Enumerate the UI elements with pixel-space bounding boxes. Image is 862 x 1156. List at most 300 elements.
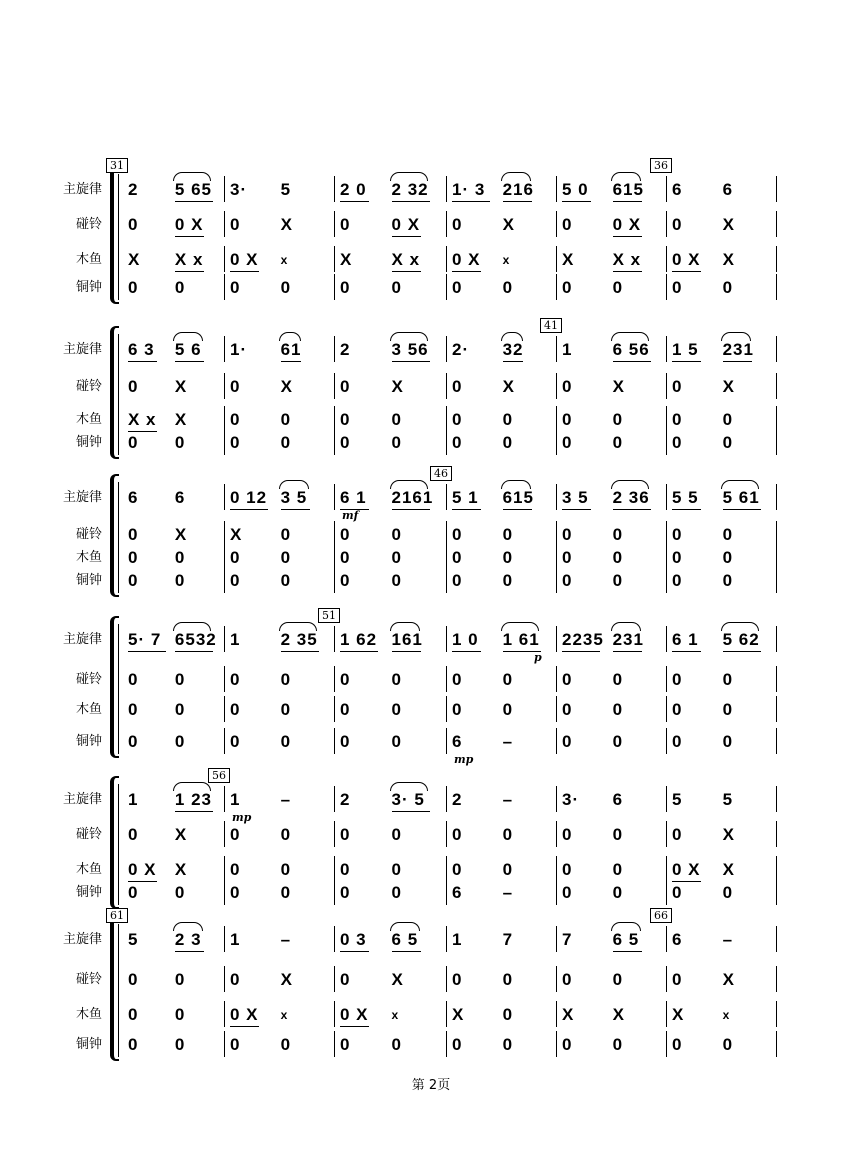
muyu-beat: X <box>672 1005 685 1024</box>
tongzhong-beat: 0 <box>391 1035 402 1054</box>
barline <box>224 821 225 847</box>
pengling-beat: 0 <box>672 970 683 989</box>
beam-line <box>340 951 369 952</box>
rehearsal-mark: 51 <box>318 608 340 623</box>
beam-line <box>128 361 157 362</box>
muyu-beat: X <box>722 860 735 879</box>
barline <box>776 728 777 754</box>
pengling-beat: 0 <box>562 377 573 396</box>
instrument-label-tongzhong: 铜钟 <box>75 1037 102 1052</box>
barline <box>556 336 557 362</box>
tongzhong-beat: 0 <box>174 433 186 452</box>
melody-beat: 6 <box>672 180 683 199</box>
instrument-label-tongzhong: 铜钟 <box>75 280 102 295</box>
melody-beat: 5 62 <box>722 630 760 649</box>
instrument-label-muyu: 木鱼 <box>75 702 102 717</box>
melody-beat: 5 0 <box>562 180 589 199</box>
melody-beat: 1· 3 <box>452 180 486 199</box>
pengling-beat: 0 <box>502 670 514 689</box>
pengling-beat: 0 <box>452 670 463 689</box>
barline <box>446 696 447 722</box>
pengling-beat: X <box>174 377 188 396</box>
tongzhong-beat: 0 <box>502 278 514 297</box>
instrument-label-muyu: 木鱼 <box>75 550 102 565</box>
barline <box>334 484 335 510</box>
melody-beat: – <box>280 930 292 949</box>
system-start-line <box>118 334 119 455</box>
barline <box>224 696 225 722</box>
barline <box>556 696 557 722</box>
melody-beat: 1 <box>230 790 241 809</box>
barline <box>556 484 557 510</box>
melody-beat: 216 <box>502 180 534 199</box>
melody-beat: 3· 5 <box>391 790 425 809</box>
tongzhong-beat: 0 <box>340 571 351 590</box>
beam-line <box>613 509 651 510</box>
slur <box>390 480 428 489</box>
pengling-beat: 0 <box>612 825 624 844</box>
melody-beat: 3 5 <box>280 488 308 507</box>
tongzhong-beat: 0 <box>612 883 624 902</box>
barline <box>334 626 335 652</box>
pengling-beat: 0 <box>562 215 573 234</box>
pengling-beat: X <box>391 970 404 989</box>
barline <box>224 429 225 455</box>
melody-beat: 2 35 <box>280 630 318 649</box>
tongzhong-beat: 0 <box>391 732 402 751</box>
pengling-beat: 0 X <box>612 215 642 234</box>
muyu-beat: 0 <box>391 700 402 719</box>
melody-beat: 1 <box>452 930 463 949</box>
tongzhong-beat: 0 <box>672 571 683 590</box>
barline <box>334 786 335 812</box>
barline <box>334 696 335 722</box>
instrument-label-tongzhong: 铜钟 <box>75 435 102 450</box>
slur <box>721 622 759 631</box>
melody-beat: 2 <box>128 180 139 199</box>
muyu-beat: 0 <box>174 548 186 567</box>
barline <box>666 211 667 237</box>
barline <box>666 176 667 202</box>
instrument-label-pengling: 碰铃 <box>75 972 102 987</box>
slur <box>390 332 428 341</box>
muyu-beat: X x <box>391 250 421 269</box>
melody-beat: 6 <box>672 930 683 949</box>
slur <box>501 332 523 341</box>
barline <box>224 373 225 399</box>
pengling-beat: 0 <box>340 215 351 234</box>
barline <box>334 821 335 847</box>
beam-line <box>392 201 430 202</box>
instrument-label-pengling: 碰铃 <box>75 217 102 232</box>
slur <box>173 922 203 931</box>
melody-beat: 1 <box>230 630 241 649</box>
barline <box>666 821 667 847</box>
muyu-beat: 0 <box>502 548 514 567</box>
beam-line <box>128 881 157 882</box>
pengling-beat: X <box>502 377 515 396</box>
muyu-beat: 0 X <box>340 1005 369 1024</box>
barline <box>776 429 777 455</box>
pengling-beat: 0 <box>502 525 514 544</box>
pengling-beat: 0 <box>562 525 573 544</box>
slur <box>611 332 649 341</box>
muyu-beat: 0 X <box>672 860 701 879</box>
tongzhong-beat: 0 <box>452 571 463 590</box>
muyu-beat: 0 X <box>230 250 259 269</box>
tongzhong-beat: 0 <box>722 433 734 452</box>
barline <box>556 567 557 593</box>
melody-beat: 6 5 <box>391 930 419 949</box>
barline <box>776 246 777 272</box>
melody-beat: 0 3 <box>340 930 367 949</box>
tongzhong-beat: 0 <box>391 571 402 590</box>
pengling-beat: 0 <box>612 670 624 689</box>
system-start-line <box>118 482 119 593</box>
melody-beat: 5 6 <box>174 340 202 359</box>
barline <box>776 879 777 905</box>
tongzhong-beat: 0 <box>672 1035 683 1054</box>
barline <box>666 728 667 754</box>
beam-line <box>562 201 591 202</box>
barline <box>776 484 777 510</box>
melody-beat: 1 62 <box>340 630 378 649</box>
tongzhong-beat: 0 <box>612 278 624 297</box>
muyu-beat: 0 <box>230 548 241 567</box>
barline <box>224 336 225 362</box>
muyu-beat: 0 <box>128 548 139 567</box>
barline <box>224 966 225 992</box>
melody-beat: 7 <box>502 930 514 949</box>
dynamic-marking: mp <box>454 753 474 766</box>
tongzhong-beat: 0 <box>502 1035 514 1054</box>
tongzhong-beat: 0 <box>174 571 186 590</box>
barline <box>666 666 667 692</box>
tongzhong-beat: 0 <box>562 883 573 902</box>
barline <box>666 274 667 300</box>
barline <box>446 176 447 202</box>
tongzhong-beat: 0 <box>230 278 241 297</box>
melody-beat: 161 <box>391 630 423 649</box>
barline <box>334 373 335 399</box>
barline <box>776 666 777 692</box>
instrument-label-melody: 主旋律 <box>62 182 102 197</box>
barline <box>556 1031 557 1057</box>
barline <box>224 1001 225 1027</box>
slur <box>611 480 649 489</box>
muyu-beat: 0 <box>128 700 139 719</box>
pengling-beat: 0 <box>128 970 139 989</box>
muyu-beat: 0 <box>502 410 514 429</box>
beam-line <box>392 509 430 510</box>
melody-beat: 1 <box>128 790 139 809</box>
barline <box>446 211 447 237</box>
pengling-beat: 0 <box>128 670 139 689</box>
tongzhong-beat: 6 <box>452 732 463 751</box>
tongzhong-beat: 0 <box>452 1035 463 1054</box>
pengling-beat: X <box>280 970 293 989</box>
instrument-label-melody: 主旋律 <box>62 490 102 505</box>
muyu-beat: 0 <box>502 860 514 879</box>
barline <box>666 786 667 812</box>
melody-beat: 3· <box>562 790 580 809</box>
tongzhong-beat: 0 <box>562 278 573 297</box>
tongzhong-beat: 6 <box>452 883 463 902</box>
tongzhong-beat: 0 <box>174 883 186 902</box>
barline <box>776 336 777 362</box>
melody-beat: 6532 <box>174 630 217 649</box>
melody-beat: 1· <box>230 340 248 359</box>
barline <box>776 176 777 202</box>
muyu-beat: X <box>340 250 353 269</box>
barline <box>334 429 335 455</box>
tongzhong-beat: – <box>502 883 514 902</box>
melody-beat: 6 1 <box>672 630 699 649</box>
instrument-label-tongzhong: 铜钟 <box>75 734 102 749</box>
muyu-beat: 0 <box>340 410 351 429</box>
beam-line <box>452 651 481 652</box>
muyu-beat: 0 <box>502 700 514 719</box>
beam-line <box>392 651 421 652</box>
barline <box>334 728 335 754</box>
muyu-beat: 0 <box>452 860 463 879</box>
instrument-label-melody: 主旋律 <box>62 342 102 357</box>
slur <box>501 480 531 489</box>
beam-line <box>281 361 301 362</box>
barline <box>776 626 777 652</box>
barline <box>776 567 777 593</box>
rehearsal-mark: 46 <box>430 466 452 481</box>
pengling-beat: 0 <box>452 215 463 234</box>
muyu-beat: X x <box>612 250 642 269</box>
pengling-beat: X <box>391 377 404 396</box>
tongzhong-beat: 0 <box>722 732 734 751</box>
beam-line <box>175 236 204 237</box>
tongzhong-beat: 0 <box>672 278 683 297</box>
beam-line <box>128 431 157 432</box>
melody-beat: 6 1 <box>340 488 367 507</box>
page-number: 第 2页 <box>411 1078 451 1093</box>
barline <box>334 879 335 905</box>
barline <box>334 176 335 202</box>
instrument-label-muyu: 木鱼 <box>75 1007 102 1022</box>
muyu-beat: 0 <box>280 410 292 429</box>
system-start-line <box>118 784 119 905</box>
tongzhong-beat: 0 <box>612 571 624 590</box>
tongzhong-beat: 0 <box>672 883 683 902</box>
slur <box>611 922 641 931</box>
barline <box>776 211 777 237</box>
pengling-beat: 0 <box>128 377 139 396</box>
dynamic-marking: mp <box>232 811 252 824</box>
barline <box>556 728 557 754</box>
slur <box>390 782 428 791</box>
muyu-beat: 0 <box>391 860 402 879</box>
muyu-beat: X x <box>128 410 157 429</box>
barline <box>446 728 447 754</box>
slur <box>279 332 301 341</box>
pengling-beat: 0 <box>391 670 402 689</box>
muyu-beat: 0 <box>562 700 573 719</box>
barline <box>224 274 225 300</box>
tongzhong-beat: 0 <box>452 433 463 452</box>
melody-beat: 6 <box>722 180 734 199</box>
system-start-line <box>118 624 119 754</box>
tongzhong-beat: 0 <box>280 433 292 452</box>
tongzhong-beat: 0 <box>672 732 683 751</box>
tongzhong-beat: 0 <box>391 278 402 297</box>
instrument-label-muyu: 木鱼 <box>75 862 102 877</box>
muyu-beat: 0 <box>672 410 683 429</box>
muyu-beat: 0 <box>612 548 624 567</box>
beam-line <box>503 509 532 510</box>
melody-beat: 231 <box>612 630 644 649</box>
slur <box>173 782 211 791</box>
melody-beat: 6 5 <box>612 930 640 949</box>
instrument-label-pengling: 碰铃 <box>75 527 102 542</box>
muyu-beat: 0 X <box>672 250 701 269</box>
pengling-beat: 0 <box>672 377 683 396</box>
melody-beat: – <box>722 930 734 949</box>
pengling-beat: 0 <box>452 525 463 544</box>
muyu-beat: 0 <box>722 410 734 429</box>
tongzhong-beat: 0 <box>612 1035 624 1054</box>
beam-line <box>723 651 761 652</box>
barline <box>556 176 557 202</box>
beam-line <box>613 271 642 272</box>
barline <box>446 1031 447 1057</box>
instrument-label-pengling: 碰铃 <box>75 672 102 687</box>
beam-line <box>452 201 490 202</box>
rehearsal-mark: 56 <box>208 768 230 783</box>
pengling-beat: X <box>722 825 735 844</box>
barline <box>446 484 447 510</box>
pengling-beat: 0 <box>672 525 683 544</box>
barline <box>446 926 447 952</box>
barline <box>556 821 557 847</box>
pengling-beat: 0 <box>452 825 463 844</box>
muyu-beat: X <box>722 250 735 269</box>
melody-beat: 3 5 <box>562 488 589 507</box>
tongzhong-beat: 0 <box>128 883 139 902</box>
muyu-beat: 0 <box>391 410 402 429</box>
tongzhong-beat: 0 <box>340 883 351 902</box>
pengling-beat: 0 <box>391 825 402 844</box>
beam-line <box>613 361 651 362</box>
melody-beat: 2235 <box>562 630 604 649</box>
barline <box>334 336 335 362</box>
tongzhong-beat: 0 <box>174 278 186 297</box>
barline <box>224 567 225 593</box>
pengling-beat: 0 <box>452 970 463 989</box>
muyu-beat: 0 <box>452 410 463 429</box>
slur <box>721 332 751 341</box>
muyu-beat: 0 <box>280 548 292 567</box>
muyu-beat: X <box>612 1005 625 1024</box>
muyu-beat: 0 <box>340 700 351 719</box>
melody-beat: 2 0 <box>340 180 367 199</box>
tongzhong-beat: 0 <box>672 433 683 452</box>
slur <box>279 480 309 489</box>
melody-beat: 61 <box>280 340 302 359</box>
beam-line <box>452 509 481 510</box>
barline <box>224 246 225 272</box>
melody-beat: 5· 7 <box>128 630 162 649</box>
barline <box>556 879 557 905</box>
tongzhong-beat: 0 <box>502 571 514 590</box>
pengling-beat: 0 <box>722 670 734 689</box>
melody-beat: 6 56 <box>612 340 650 359</box>
beam-line <box>340 1026 369 1027</box>
barline <box>666 484 667 510</box>
muyu-beat: 0 <box>230 860 241 879</box>
beam-line <box>281 509 310 510</box>
barline <box>334 1031 335 1057</box>
system-start-line <box>118 924 119 1057</box>
beam-line <box>672 651 701 652</box>
pengling-beat: 0 X <box>174 215 204 234</box>
tongzhong-beat: 0 <box>612 732 624 751</box>
barline <box>224 728 225 754</box>
melody-beat: 5 <box>280 180 292 199</box>
pengling-beat: 0 <box>174 670 186 689</box>
melody-beat: 1 <box>230 930 241 949</box>
melody-beat: 3· <box>230 180 248 199</box>
melody-beat: 7 <box>562 930 573 949</box>
muyu-beat: 0 <box>562 548 573 567</box>
tongzhong-beat: 0 <box>128 278 139 297</box>
tongzhong-beat: 0 <box>128 1035 139 1054</box>
instrument-label-melody: 主旋律 <box>62 632 102 647</box>
pengling-beat: 0 <box>562 970 573 989</box>
barline <box>334 926 335 952</box>
melody-beat: 2 <box>452 790 463 809</box>
barline <box>556 274 557 300</box>
melody-beat: 1 <box>562 340 573 359</box>
barline <box>776 786 777 812</box>
barline <box>556 1001 557 1027</box>
melody-beat: 231 <box>722 340 754 359</box>
pengling-beat: X <box>280 377 293 396</box>
slur <box>611 172 641 181</box>
melody-beat: 615 <box>502 488 534 507</box>
muyu-beat: 0 <box>230 700 241 719</box>
barline <box>446 429 447 455</box>
muyu-beat: X <box>174 410 188 429</box>
slur <box>721 480 759 489</box>
melody-beat: 2 3 <box>174 930 202 949</box>
pengling-beat: 0 <box>340 970 351 989</box>
melody-beat: – <box>502 790 514 809</box>
slur <box>173 332 203 341</box>
beam-line <box>613 951 642 952</box>
barline <box>446 246 447 272</box>
pengling-beat: 0 <box>502 825 514 844</box>
melody-beat: 5 <box>722 790 734 809</box>
barline <box>446 879 447 905</box>
beam-line <box>128 651 166 652</box>
pengling-beat: 0 <box>391 525 402 544</box>
barline <box>556 211 557 237</box>
melody-beat: 1 23 <box>174 790 212 809</box>
muyu-beat: X x <box>174 250 204 269</box>
pengling-beat: 0 <box>230 825 241 844</box>
barline <box>776 373 777 399</box>
beam-line <box>613 201 642 202</box>
tongzhong-beat: 0 <box>128 732 139 751</box>
beam-line <box>230 271 259 272</box>
muyu-beat: 0 <box>452 700 463 719</box>
